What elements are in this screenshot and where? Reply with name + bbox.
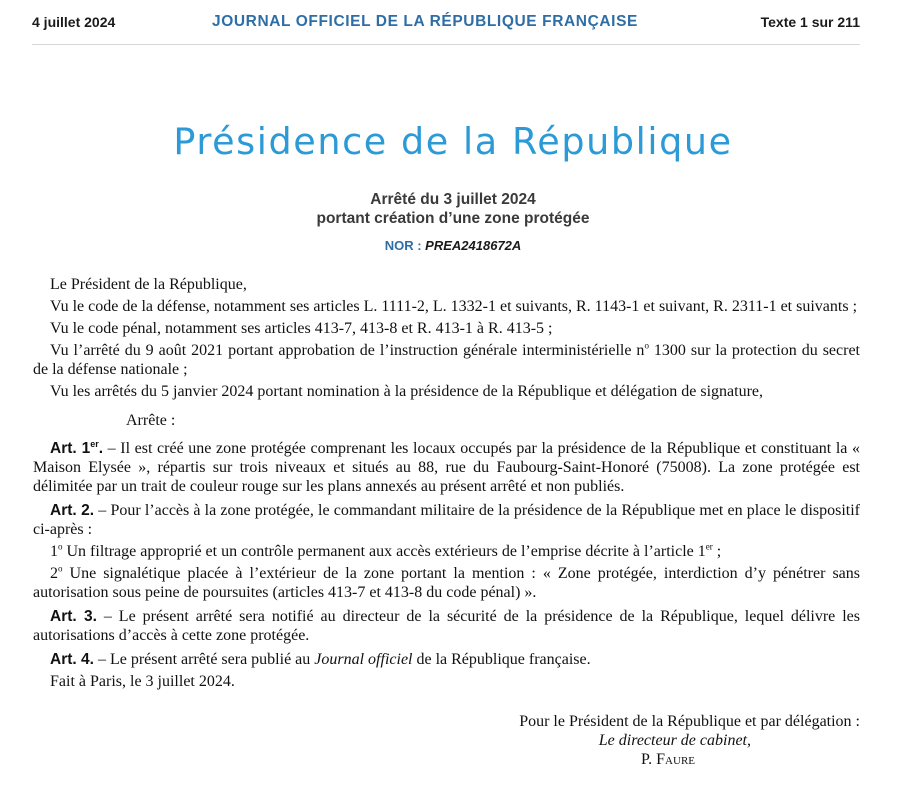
article-1-period: . bbox=[98, 440, 104, 457]
text-counter: Texte 1 sur 211 bbox=[760, 14, 860, 30]
item-1-end-superscript: er bbox=[705, 541, 713, 552]
signatory-surname: Faure bbox=[656, 751, 695, 768]
signatory-initial: P. bbox=[641, 751, 653, 768]
numero-superscript: o bbox=[644, 340, 649, 351]
signature-title: Le directeur de cabinet, bbox=[598, 732, 751, 749]
journal-officiel-italic: Journal officiel bbox=[314, 651, 413, 668]
publication-date: 4 juillet 2024 bbox=[32, 14, 116, 30]
nor-reference bbox=[0, 238, 906, 253]
institution-heading: Présidence de la République bbox=[173, 120, 733, 163]
signatory-name bbox=[519, 750, 860, 769]
arrete-title-line2: portant création d’une zone protégée bbox=[316, 210, 590, 227]
article-1 bbox=[33, 439, 860, 496]
arrete-title bbox=[0, 190, 906, 228]
article-2-text: – Pour l’accès à la zone protégée, le commandant militaire de la présidence de la République met en place le dispositif ci-après : bbox=[33, 502, 861, 538]
header-divider bbox=[32, 44, 860, 45]
arrete-word: Arrête : bbox=[126, 412, 176, 429]
article-4 bbox=[33, 650, 860, 669]
preamble-intro: Le Président de la République, bbox=[50, 276, 247, 293]
article-3-text: – Le présent arrêté sera notifié au directeur de la sécurité de la présidence de la République, lequel délivre les autorisations d’accès à cette zone protégée. bbox=[33, 608, 860, 644]
signature-block bbox=[519, 712, 860, 769]
article-2-label: Art. 2. bbox=[50, 502, 95, 519]
article-1-label bbox=[50, 440, 103, 457]
item-1-superscript: o bbox=[58, 541, 63, 552]
arrete-body bbox=[33, 275, 860, 691]
article-3 bbox=[33, 607, 860, 645]
article-2-item-1 bbox=[33, 542, 860, 561]
arrete-title-line1: Arrêté du 3 juillet 2024 bbox=[370, 191, 536, 208]
nor-label: NOR : bbox=[384, 238, 422, 253]
item-1-text: Un filtrage approprié et un contrôle permanent aux accès extérieurs de l’emprise décrite à l’article 1 bbox=[62, 543, 706, 560]
item-2-superscript: o bbox=[58, 563, 63, 574]
vu-arretes-2024: Vu les arrêtés du 5 janvier 2024 portant nomination à la présidence de la République et délégation de signature, bbox=[50, 383, 764, 400]
article-4-label: Art. 4. bbox=[50, 651, 94, 668]
article-3-label: Art. 3. bbox=[50, 608, 97, 625]
article-2-item-2 bbox=[33, 564, 860, 602]
signature-delegation: Pour le Président de la République et par délégation : bbox=[519, 713, 860, 730]
article-1-number: Art. 1 bbox=[50, 440, 91, 457]
journal-title: JOURNAL OFFICIEL DE LA RÉPUBLIQUE FRANÇAISE bbox=[212, 13, 638, 30]
vu-arrete-2021-text: Vu l’arrêté du 9 août 2021 portant approbation de l’instruction générale interministérielle n bbox=[50, 342, 645, 359]
article-2 bbox=[33, 501, 860, 539]
article-1-superscript: er bbox=[90, 438, 99, 449]
item-1-number: 1 bbox=[50, 543, 58, 560]
article-4-text-before: – Le présent arrêté sera publié au bbox=[93, 651, 315, 668]
article-4-text-after: de la République française. bbox=[412, 651, 591, 668]
page-header bbox=[32, 14, 860, 34]
vu-code-defense: Vu le code de la défense, notamment ses articles L. 1111-2, L. 1332-1 et suivants, R. 1143-1 et suivant, R. 2311-1 et suivants ; bbox=[50, 298, 858, 315]
vu-code-penal: Vu le code pénal, notamment ses articles 413-7, 413-8 et R. 413-1 à R. 413-5 ; bbox=[50, 320, 553, 337]
vu-arrete-2021-text-end: 1300 sur la protection du secret de la défense nationale ; bbox=[33, 342, 861, 378]
item-2-text: Une signalétique placée à l’extérieur de la zone portant la mention : « Zone protégée, interdiction d’y pénétrer sans autorisation sous peine de poursuites (articles 413-7 et 413-8 du code pénal) ». bbox=[33, 565, 860, 601]
nor-value: PREA2418672A bbox=[425, 238, 522, 253]
fait-a-paris: Fait à Paris, le 3 juillet 2024. bbox=[50, 673, 235, 690]
article-1-text: – Il est créé une zone protégée comprenant les locaux occupés par la présidence de la République et constituant la « Maison Elysée », répartis sur trois niveaux et situés au 88, rue du Faubourg-Saint-Honoré (75008). La zone protégée est délimitée par un trait de couleur rouge sur les plans annexés au présent arrêté et non publiés. bbox=[33, 440, 860, 495]
item-2-number: 2 bbox=[50, 565, 58, 582]
vu-arrete-2021 bbox=[33, 341, 860, 379]
item-1-end: ; bbox=[712, 543, 722, 560]
